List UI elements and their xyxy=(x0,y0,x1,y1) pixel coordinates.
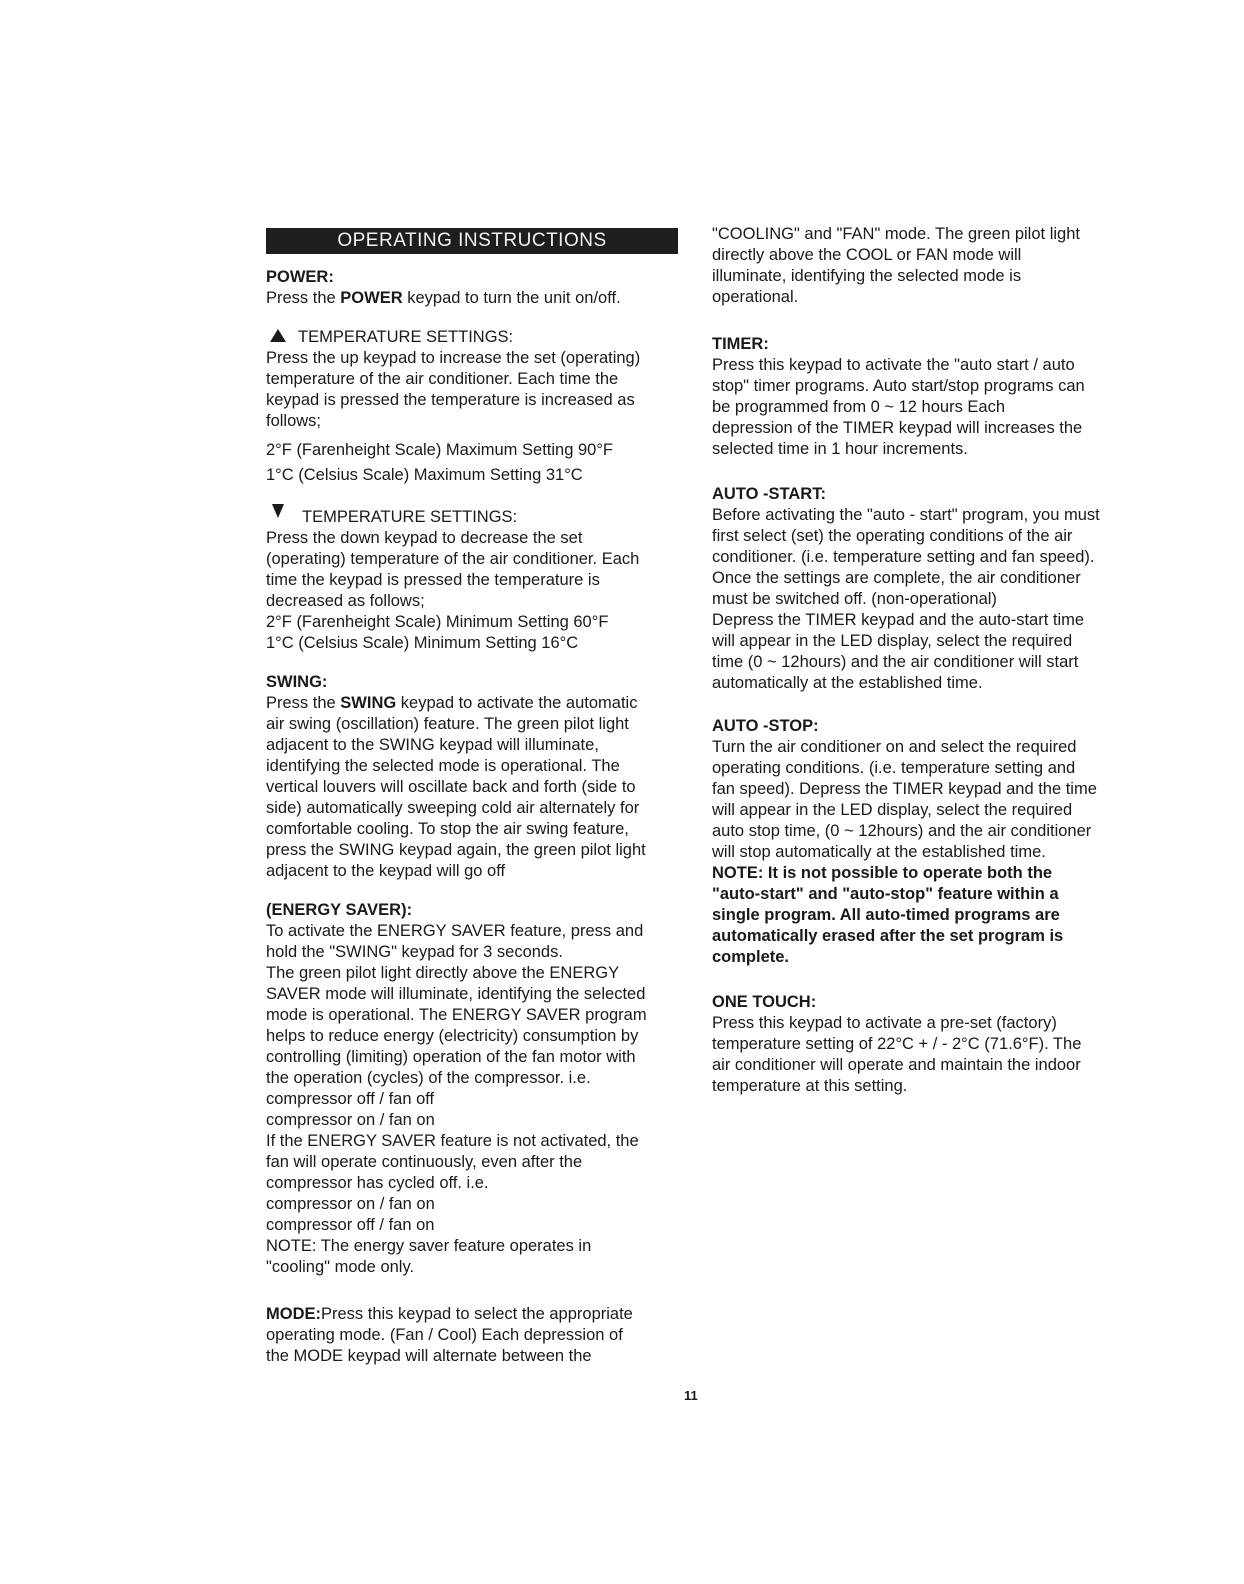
temperature-up-line: Press the up keypad to increase the set (operating) xyxy=(266,349,641,367)
triangle-up-icon xyxy=(270,329,286,342)
left-column xyxy=(266,228,686,1385)
energy-saver-line: If the ENERGY SAVER feature is not activated, the xyxy=(266,1132,639,1150)
temperature-up-heading: TEMPERATURE SETTINGS: xyxy=(298,328,514,346)
power-text-bold: POWER xyxy=(340,289,403,307)
one-touch-line: Press this keypad to activate a pre-set (factory) xyxy=(712,1014,1057,1032)
page-number: 11 xyxy=(684,1388,698,1403)
timer-heading: TIMER: xyxy=(712,335,769,353)
timer-line: selected time in 1 hour increments. xyxy=(712,440,968,458)
swing-heading: SWING: xyxy=(266,673,328,691)
auto-start-line: first select (set) the operating conditions of the air xyxy=(712,527,1073,545)
auto-stop-line: Turn the air conditioner on and select the required xyxy=(712,738,1077,756)
energy-saver-line: the operation (cycles) of the compressor. i.e. xyxy=(266,1069,591,1087)
energy-saver-line: SAVER mode will illuminate, identifying the selected xyxy=(266,985,646,1003)
swing-line: identifying the selected mode is operational. The xyxy=(266,757,620,775)
auto-stop-note-line: complete. xyxy=(712,948,790,966)
auto-start-line: must be switched off. (non-operational) xyxy=(712,590,997,608)
one-touch-line: air conditioner will operate and maintain the indoor xyxy=(712,1056,1081,1074)
swing-line: press the SWING keypad again, the green pilot light xyxy=(266,841,646,859)
temperature-down-line: decreased as follows; xyxy=(266,592,425,610)
temperature-up-heading-row xyxy=(266,327,686,348)
timer-line: depression of the TIMER keypad will increases the xyxy=(712,419,1083,437)
energy-saver-line: NOTE: The energy saver feature operates in xyxy=(266,1237,592,1255)
power-text xyxy=(266,288,686,309)
mode-continued-line: "COOLING" and "FAN" mode. The green pilot light xyxy=(712,225,1080,243)
mode-continued-line: operational. xyxy=(712,288,799,306)
energy-saver-heading: (ENERGY SAVER): xyxy=(266,901,413,919)
energy-saver-section xyxy=(266,900,686,1278)
auto-stop-line: fan speed). Depress the TIMER keypad and the time xyxy=(712,780,1097,798)
mode-line: operating mode. (Fan / Cool) Each depression of xyxy=(266,1326,623,1344)
energy-saver-line: helps to reduce energy (electricity) consumption by xyxy=(266,1027,639,1045)
energy-saver-line: "cooling" mode only. xyxy=(266,1258,415,1276)
temperature-up-line: keypad is pressed the temperature is increased as xyxy=(266,391,635,409)
temperature-up-section xyxy=(266,327,686,486)
swing-line: comfortable cooling. To stop the air swing feature, xyxy=(266,820,629,838)
right-column xyxy=(712,224,1130,1115)
temperature-up-fahrenheit: 2°F (Farenheight Scale) Maximum Setting 90°F xyxy=(266,441,613,459)
energy-saver-line: hold the "SWING" keypad for 3 seconds. xyxy=(266,943,563,961)
mode-line xyxy=(266,1304,686,1325)
energy-saver-line: controlling (limiting) operation of the fan motor with xyxy=(266,1048,636,1066)
power-section xyxy=(266,267,686,309)
temperature-down-line: time the keypad is pressed the temperature is xyxy=(266,571,600,589)
auto-stop-note-line: single program. All auto-timed programs are xyxy=(712,906,1060,924)
swing-line-post: keypad to activate the automatic xyxy=(396,694,638,712)
temperature-down-line: 1°C (Celsius Scale) Minimum Setting 16°C xyxy=(266,634,579,652)
auto-stop-line: will appear in the LED display, select the required xyxy=(712,801,1073,819)
temperature-down-line: (operating) temperature of the air conditioner. Each xyxy=(266,550,640,568)
energy-saver-line: The green pilot light directly above the ENERGY xyxy=(266,964,620,982)
temperature-down-line: Press the down keypad to decrease the set xyxy=(266,529,583,547)
swing-section xyxy=(266,672,686,882)
energy-saver-line: mode is operational. The ENERGY SAVER program xyxy=(266,1006,647,1024)
energy-saver-line: compressor on / fan on xyxy=(266,1195,435,1213)
auto-stop-line: operating conditions. (i.e. temperature setting and xyxy=(712,759,1076,777)
one-touch-line: temperature setting of 22°C + / - 2°C (71.6°F). The xyxy=(712,1035,1082,1053)
energy-saver-line: To activate the ENERGY SAVER feature, press and xyxy=(266,922,644,940)
temperature-down-line: 2°F (Farenheight Scale) Minimum Setting 60°F xyxy=(266,613,609,631)
auto-stop-note-line: "auto-start" and "auto-stop" feature within a xyxy=(712,885,1059,903)
energy-saver-line: compressor off / fan off xyxy=(266,1090,435,1108)
auto-start-line: automatically at the established time. xyxy=(712,674,983,692)
swing-line-bold: SWING xyxy=(340,694,397,712)
auto-start-line: Once the settings are complete, the air conditioner xyxy=(712,569,1081,587)
energy-saver-line: compressor off / fan on xyxy=(266,1216,435,1234)
swing-line: adjacent to the SWING keypad will illuminate, xyxy=(266,736,599,754)
auto-stop-section xyxy=(712,716,1130,968)
timer-section xyxy=(712,334,1130,460)
triangle-down-icon xyxy=(272,504,284,518)
section-banner: OPERATING INSTRUCTIONS xyxy=(266,228,678,254)
auto-stop-heading: AUTO -STOP: xyxy=(712,717,819,735)
mode-section xyxy=(266,1304,686,1367)
temperature-down-heading: TEMPERATURE SETTINGS: xyxy=(302,508,518,526)
temperature-up-line: follows; xyxy=(266,412,322,430)
energy-saver-line: fan will operate continuously, even after the xyxy=(266,1153,583,1171)
swing-line: side) automatically sweeping cold air alternately for xyxy=(266,799,640,817)
swing-line: vertical louvers will oscillate back and forth (side to xyxy=(266,778,636,796)
one-touch-heading: ONE TOUCH: xyxy=(712,993,817,1011)
temperature-up-celsius: 1°C (Celsius Scale) Maximum Setting 31°C xyxy=(266,466,583,484)
power-text-post: keypad to turn the unit on/off. xyxy=(402,289,621,307)
auto-start-section xyxy=(712,484,1130,694)
swing-line xyxy=(266,693,686,714)
swing-line: adjacent to the keypad will go off xyxy=(266,862,506,880)
power-text-pre: Press the xyxy=(266,289,341,307)
timer-line: Press this keypad to activate the "auto start / auto xyxy=(712,356,1075,374)
auto-start-line: time (0 ~ 12hours) and the air conditioner will start xyxy=(712,653,1079,671)
auto-start-line: conditioner. (i.e. temperature setting and fan speed). xyxy=(712,548,1095,566)
mode-continued-line: illuminate, identifying the selected mode is xyxy=(712,267,1022,285)
one-touch-line: temperature at this setting. xyxy=(712,1077,908,1095)
mode-line-post: Press this keypad to select the appropriate xyxy=(321,1305,633,1323)
auto-stop-note-line: automatically erased after the set program is xyxy=(712,927,1064,945)
swing-line-pre: Press the xyxy=(266,694,341,712)
auto-start-line: will appear in the LED display, select the required xyxy=(712,632,1073,650)
timer-line: be programmed from 0 ~ 12 hours Each xyxy=(712,398,1006,416)
auto-stop-line: auto stop time, (0 ~ 12hours) and the air conditioner xyxy=(712,822,1092,840)
auto-start-heading: AUTO -START: xyxy=(712,485,826,503)
auto-stop-note-line: NOTE: It is not possible to operate both the xyxy=(712,864,1053,882)
mode-heading: MODE: xyxy=(266,1305,321,1323)
temperature-up-line: temperature of the air conditioner. Each time the xyxy=(266,370,619,388)
energy-saver-line: compressor on / fan on xyxy=(266,1111,435,1129)
mode-continued-section xyxy=(712,224,1130,308)
temperature-down-section xyxy=(266,504,686,654)
power-heading: POWER: xyxy=(266,268,334,286)
timer-line: stop" timer programs. Auto start/stop programs can xyxy=(712,377,1085,395)
auto-start-line: Depress the TIMER keypad and the auto-start time xyxy=(712,611,1085,629)
temperature-down-heading-row xyxy=(266,504,686,528)
auto-stop-line: will stop automatically at the established time. xyxy=(712,843,1046,861)
mode-continued-line: directly above the COOL or FAN mode will xyxy=(712,246,1022,264)
swing-line: air swing (oscillation) feature. The green pilot light xyxy=(266,715,629,733)
one-touch-section xyxy=(712,992,1130,1097)
energy-saver-line: compressor has cycled off. i.e. xyxy=(266,1174,489,1192)
auto-start-line: Before activating the "auto - start" program, you must xyxy=(712,506,1100,524)
mode-line: the MODE keypad will alternate between the xyxy=(266,1347,592,1365)
